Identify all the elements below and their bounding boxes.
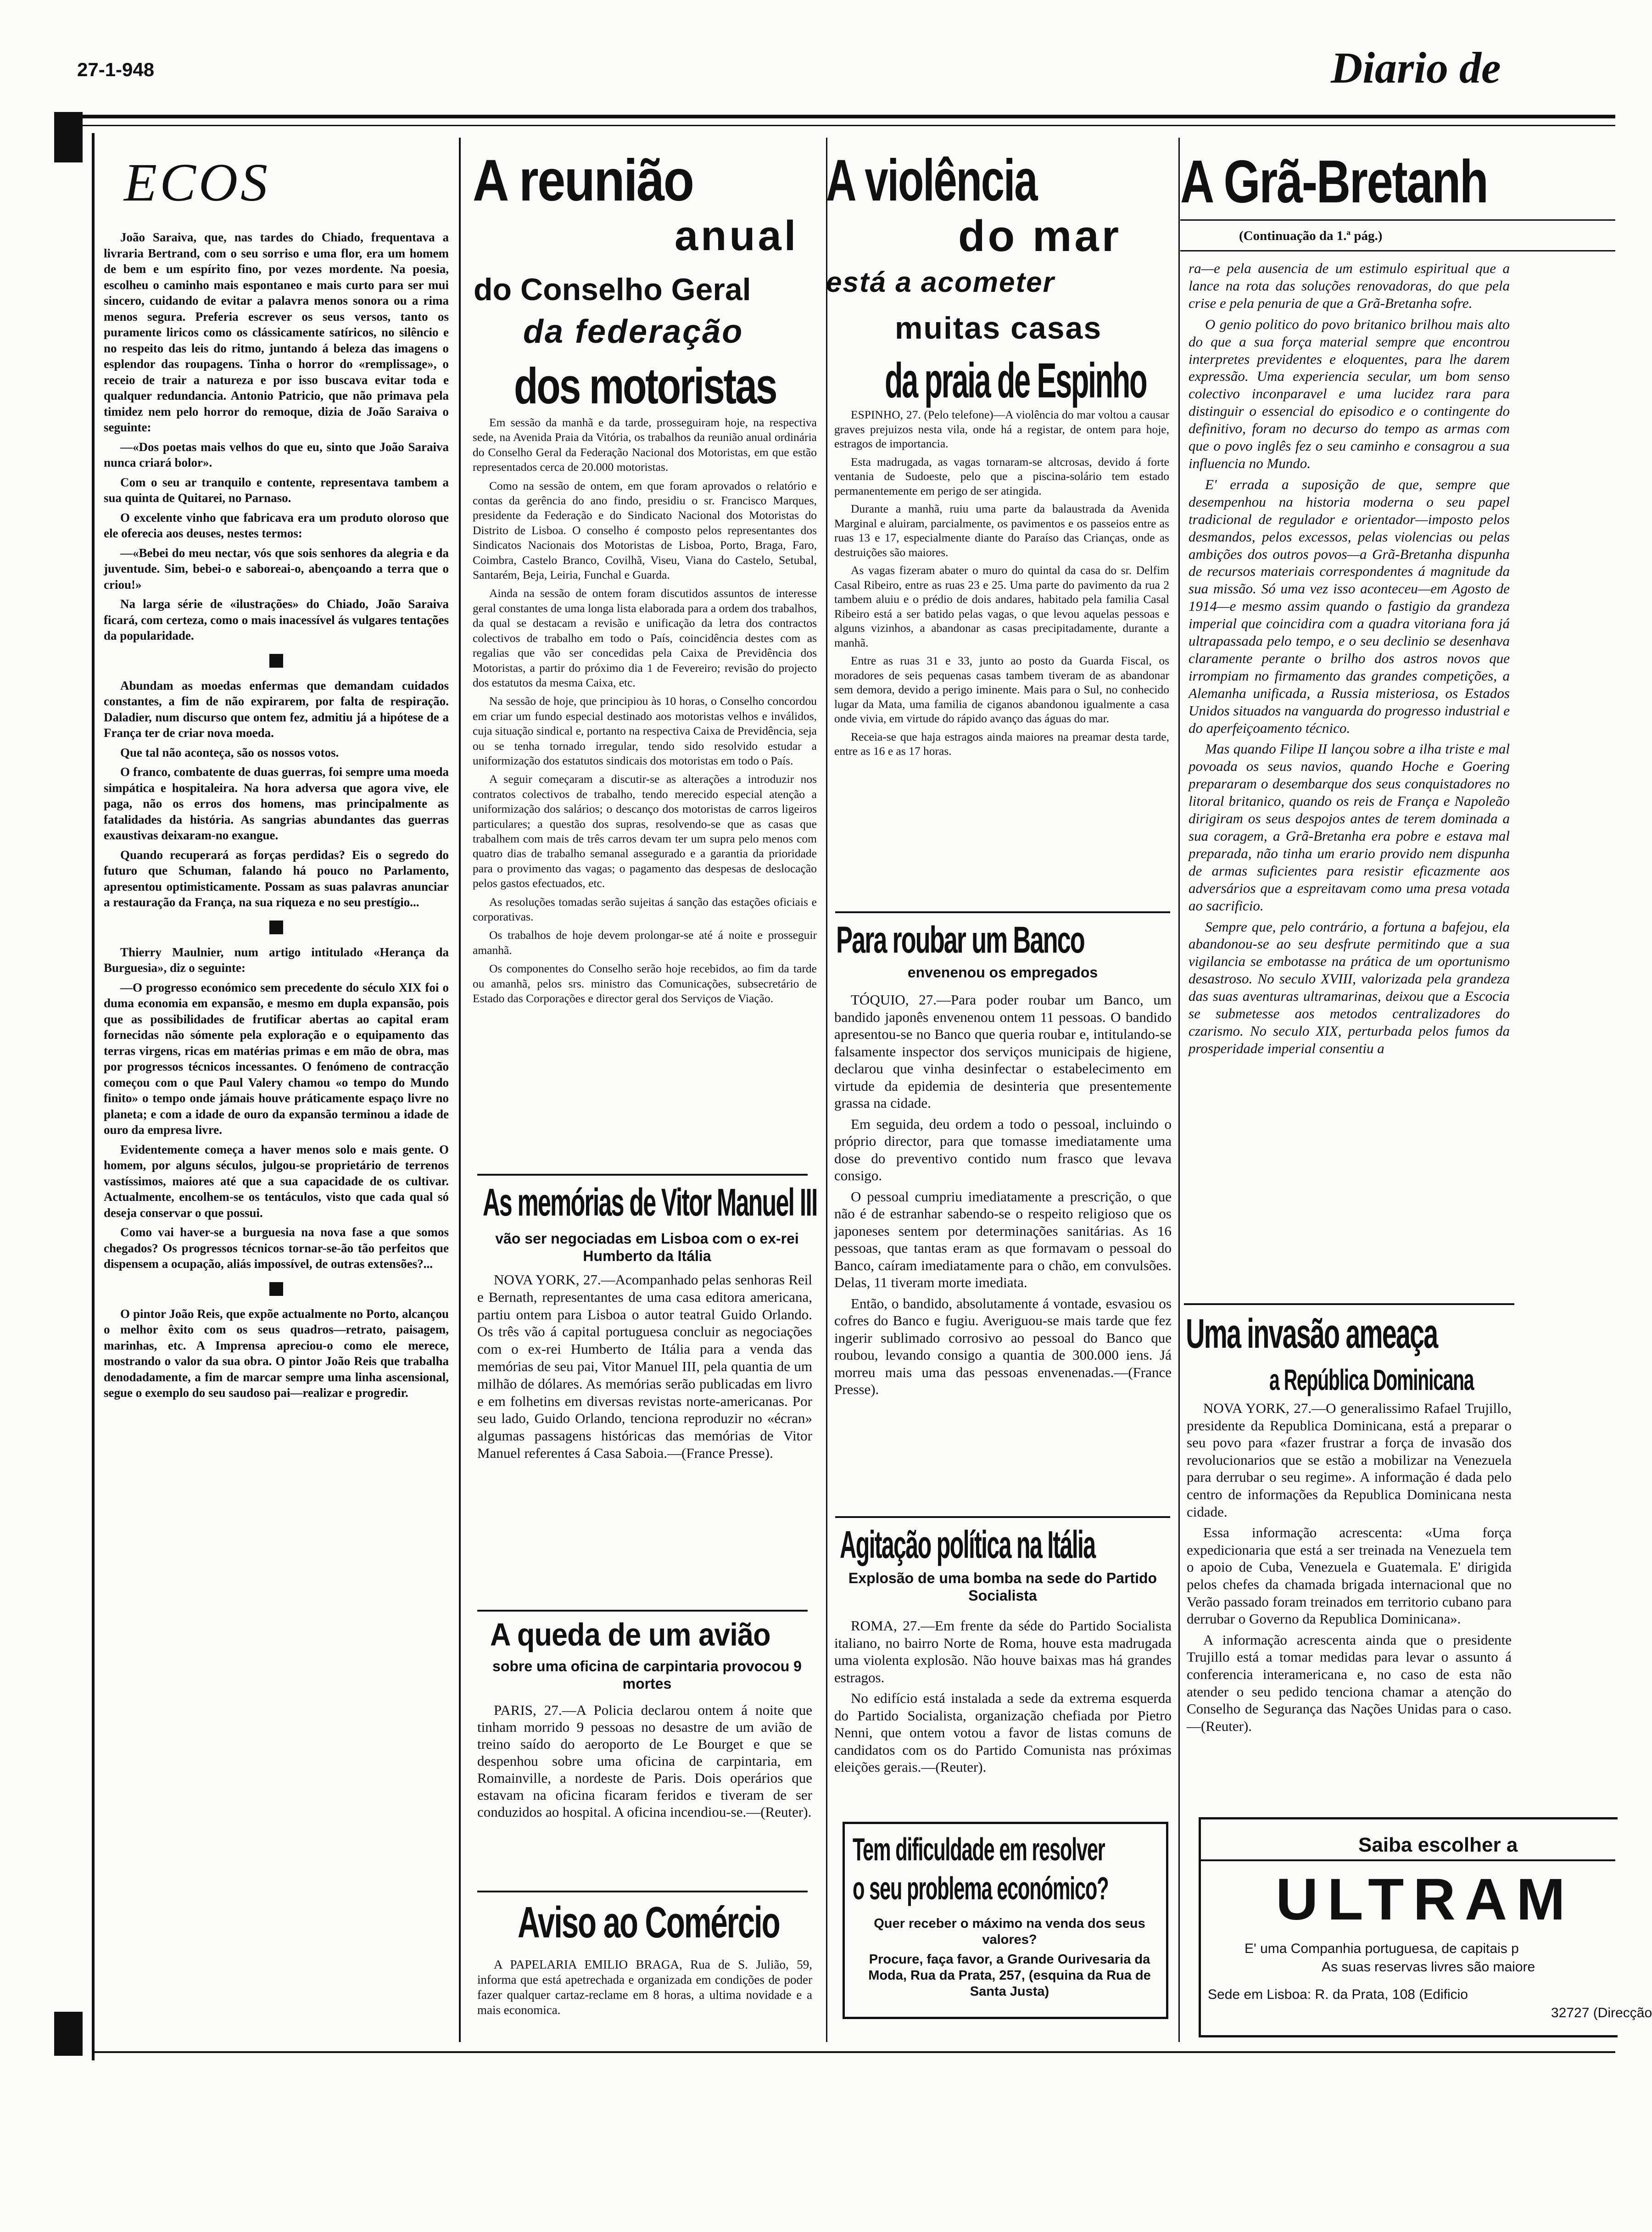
vitor-subtitle: vão ser negociadas em Lisboa com o ex-rei Humberto da Itália [495,1230,799,1264]
masthead-rule-thick [78,115,1615,118]
invasao-paragraph: NOVA YORK, 27.—O generalissimo Rafael Trujillo, presidente da Republica Dominicana, está a preparar o seu povo para «fazer frustrar a força de invasão dos revolucionarios que se estão a mobilizar na Venezuela para derrubar o seu regime». A informação é dada pelo centro de informações da Republica Dominicana nesta cidade. [1187,1400,1512,1520]
column-rule-3 [1178,138,1180,2042]
ecos-paragraph: —O progresso económico sem precedente do século XIX foi o duma economia em expansão, e mesmo em dupla expansão, pois que as possibilidades de frutificar abertas ao capital eram fornecidas não sómente pela exploração e o equipamento das terras virgens, ricas em matérias primas e em mão de obra, mas por progressos técnicos incessantes. O fenómeno de contracção começou com o que Paul Valery chamou «o tempo do Mundo finito» o tempo onde jámais houve práticamente espaço livre no planeta; e com a idade de ouro da expansão terminou a idade de ouro da empresa livre. [104,980,449,1137]
agitacao-paragraph: No edifício está instalada a sede da extrema esquerda do Partido Socialista, organização chefiada por Pietro Nenni, que ontem votou a favor de listas comuns de candidatos com os do Partido Comunista nas próximas eleições gerais.—(Reuter). [834,1690,1172,1775]
ad-ourivesaria-body [863,1916,1156,2003]
gra-continuation: (Continuação da 1.ª pág.) [1239,229,1383,243]
gra-under-rule [1180,219,1615,221]
gra-cont-rule [1180,250,1615,251]
ad-ourivesaria-line: Quer receber o máximo na venda dos seus valores? [874,1916,1145,1947]
violencia-headline-1: A violência [826,148,1037,213]
violencia-paragraph: Receia-se que haja estragos ainda maiores na preamar desta tarde, entre as 16 e as 17 horas. [834,730,1169,758]
reuniao-paragraph: Os trabalhos de hoje devem prolongar-se até á noite e prosseguir amanhã. [473,928,817,957]
separator-square [269,1282,283,1296]
gra-paragraph: E' errada a suposição de que, sempre que desempenhou na historia moderna o seu papel tradicional de regulador e orientador—imposto pelos desmandos, pelos excessos, pelas violencias ou pelas ambições dos outros povos—a Grã-Bretanha dispunha de recursos materiais correspondentes á magnitude da sua missão. Só uma vez isso aconteceu—em Agosto de 1914—e mesmo assim quando o fastigio da grandeza imperial que coincidira com a quadra vitoriana fora já ultrapassada pelo tempo, e o seu declinio se desenhava claramente perante o brilho dos astros novos que irrompiam no firmamento das grandes competições, a Alemanha unificada, a Russia misteriosa, os Estados Unidos situados na vanguarda do progresso industrial e do aperfeiçoamento técnico. [1189,476,1510,736]
ad-ourivesaria-title-2: o seu problema económico? [853,1870,1109,1906]
ecos-title: ECOS [124,152,270,212]
reuniao-paragraph: Em sessão da manhã e da tarde, prosseguiram hoje, na respectiva sede, na Avenida Praia da Vitória, os trabalhos da reunião anual ordinária do Conselho Geral da Federação Nacional dos Motoristas, em que estão representados cerca de 20.000 motoristas. [473,416,817,474]
banco-body [834,991,1172,1402]
gra-paragraph: O genio politico do povo britanico brilhou mais alto do que a sua força material sempre que encontrou interpretes previdentes e eloquentes, para lhe darem expressão. Uma experiencia secular, um bom senso colectivo inconparavel e uma lucidez rara para distinguir o essencial do episodico e o contingente do definitivo, foram no decurso do tempo as armas com que o povo inglês fez o seu caminho e consagrou a sua influencia no Mundo. [1189,316,1510,471]
ecos-paragraph: Na larga série de «ilustrações» do Chiado, João Saraiva ficará, com certeza, como o mais inacessível ás vulgares tentações da popularidade. [104,597,449,642]
violencia-paragraph: As vagas fizeram abater o muro do quintal da casa do sr. Delfim Casal Ribeiro, entre as ruas 23 e 25. Uma parte do pavimento da rua 2 tambem aluiu e o prédio de dois andares, habitado pela familia Casal Ribeiro está a ser batido pelas vagas, o que levou aquelas pessoas e alguns vizinhos, a abandonar as casas precipitadamente, durante a manhã. [834,564,1169,649]
masthead-date: 27-1-948 [77,59,155,80]
reuniao-headline-5: dos motoristas [514,358,776,414]
banco-top-rule [835,911,1170,913]
ad-ultramar-rule [1199,1859,1615,1861]
reuniao-headline-4: da federação [523,313,744,350]
separator-square [269,654,283,668]
ecos-frame-left [92,133,95,2060]
ad-ultramar-brand: ULTRAM [1276,1867,1574,1932]
ecos-paragraph: João Saraiva, que, nas tardes do Chiado, frequentava a livraria Bertrand, com o seu sorriso e uma flor, era um homem de bem e um espírito fino, por vezes mordente. Na poesia, escolheu o caminho mais espontaneo e mais curto para ser mui sincero, cuidando de evitar a palavra menos sonora ou a rima menos segura. Preferia escrever os seus versos, tanto os puramente liricos como os clássicamente satíricos, no silêncio e no respeito das leis do ritmo, juntando á beleza das imagens o esplendor das roupagens. Tinha o horror do «remplissage», o receio de trair a natureza e por isso buscava evitar toda e qualquer redundancia. Antonio Patricio, que não primava pela timidez nem pelo horror do remoque, dizia de João Saraiva o seguinte: [104,230,449,434]
ad-ultramar-line: E' uma Companhia portuguesa, de capitais p [1245,1941,1519,1956]
invasao-paragraph: Essa informação acrescenta: «Uma força expedicionaria que está a ser treinada na Venezuela tem o apoio de Cuba, Venezuela e Guatemala. E' dirigida pelos chefes da chamada brigada internacional que no Verão passado foram treinados em territorio cubano para derrubar o Governo da Republica Dominicana». [1187,1524,1512,1627]
gra-body [1189,260,1510,1061]
gra-headline: A Grã-Bretanh [1180,148,1488,215]
ecos-paragraph: Thierry Maulnier, num artigo intitulado «Herança da Burguesia», diz o seguinte: [104,945,449,975]
violencia-headline-2: do mar [958,212,1122,261]
aviao-top-rule [477,1610,808,1612]
aviso-title: Aviso ao Comércio [518,1898,780,1947]
masthead-rule-thin [78,125,1615,126]
ad-ourivesaria-line: Procure, faça favor, a Grande Ourivesaria da Moda, Rua da Prata, 257, (esquina da Rua de Santa Justa) [868,1952,1151,1999]
reuniao-headline-3: do Conselho Geral [474,272,751,307]
column-rule-1 [459,138,461,2042]
binding-mark-top [54,112,83,162]
ecos-paragraph: O franco, combatente de duas guerras, foi sempre uma moeda simpática e hospitaleira. Na hora adversa que agora vive, ele paga, não os erros dos homens, mas principalmente as fatalidades da história. As sangrias abundantes das guerras exaustivas deixaram-no exangue. [104,765,449,842]
invasao-title: Uma invasão ameaça [1186,1311,1438,1357]
ecos-paragraph: Abundam as moedas enfermas que demandam cuidados constantes, a fim de não expirarem, por falta de respiração. Daladier, num discurso que ontem fez, admitiu já a hipótese de a França ter de criar nova moeda. [104,678,449,740]
masthead-title: Diario de [1331,43,1501,92]
violencia-paragraph: Entre as ruas 31 e 33, junto ao posto da Guarda Fiscal, os moradores de seis pequenas casas tambem tiveram de as abandonar sem demora, devido a perigo iminente. Mais para o Sul, no conhecido lugar da Mata, uma familia de ciganos abandonou igualmente a casa onde vivia, em virtude do rápido avanço das águas do mar. [834,654,1169,725]
agitacao-body [834,1617,1172,1780]
reuniao-paragraph: Como na sessão de ontem, em que foram aprovados o relatório e contas da gerência do ano findo, presidiu o sr. Francisco Marques, presidente da Federação e do Sindicato Nacional dos Motoristas do Distrito de Lisboa. O conselho é composto pelos representantes dos Sindicatos Nacionais dos Motoristas de Lisboa, Porto, Braga, Faro, Coimbra, Castelo Branco, Covilhã, Viseu, Viana do Castelo, Setubal, Santarém, Beja, Leiria, Funchal e Guarda. [473,479,817,582]
vitor-top-rule [477,1174,808,1176]
violencia-headline-5: da praia de Espinho [885,352,1147,408]
ad-ultramar-line: As suas reservas livres são maiore [1322,1959,1535,1975]
agitacao-paragraph: ROMA, 27.—Em frente da séde do Partido Socialista italiano, no bairro Norte de Roma, houve esta madrugada uma violenta explosão. Não houve baixas mas há grandes estragos. [834,1618,1172,1685]
column-rule-2 [826,138,827,2042]
ad-ultramar-line: Sede em Lisboa: R. da Prata, 108 (Edificio [1208,1987,1468,2002]
aviso-body [477,1957,812,2021]
ad-ultramar-title: Saiba escolher a [1358,1834,1518,1856]
reuniao-headline-1: A reunião [473,148,693,213]
banco-paragraph: Em seguida, deu ordem a todo o pessoal, incluindo o próprio director, para que tomasse imediatamente uma dose do preventivo contido num frasco que levava consigo. [834,1116,1172,1183]
ecos-body [104,229,449,1405]
ecos-paragraph: —«Bebei do meu nectar, vós que sois senhores da alegria e da juventude. Sim, bebei-o e saboreai-o, abençoando a terra que o criou!» [104,546,449,591]
ecos-paragraph: Como vai haver-se a burguesia na nova fase a que somos chegados? Os progressos técnicos tornar-se-ão tão perfeitos que dispensem a ocupação, aliás impossível, de outras extensões?... [104,1225,449,1271]
agitacao-top-rule [835,1516,1170,1518]
reuniao-headline-2: anual [675,212,799,259]
invasao-top-rule [1184,1303,1514,1305]
aviao-body [477,1702,812,1824]
ecos-paragraph: O pintor João Reis, que expõe actualmente no Porto, alcançou o melhor êxito com os seus quadros—retrato, paisagem, marinhas, etc. A Imprensa apreciou-o como ele merece, mostrando o valor da sua obra. O pintor João Reis que trabalha denodadamente, a fim de marcar sempre uma linha ascensional, segue o exemplo do seu saudoso pai—realizar e progredir. [104,1306,449,1400]
reuniao-paragraph: As resoluções tomadas serão sujeitas á sanção das estações oficiais e corporativas. [473,895,817,923]
ecos-paragraph: Com o seu ar tranquilo e contente, representava tambem a sua quinta de Quitarei, no Parnaso. [104,475,449,505]
aviao-paragraph: PARIS, 27.—A Policia declarou ontem á noite que tinham morrido 9 pessoas no desastre de um avião de treino saído do aeroporto de Le Bourget e que se despenhou sobre uma oficina de carpintaria, em Romainville, a nordeste de Paris. Dois operários que estavam na oficina ficaram feridos e tiveram de ser conduzidos ao hospital. A oficina incendiou-se.—(Reuter). [477,1702,812,1820]
violencia-paragraph: ESPINHO, 27. (Pelo telefone)—A violência do mar voltou a causar graves prejuizos nesta vila, onde há a registar, de ontem para hoje, estragos de importancia. [834,408,1169,450]
reuniao-body [473,415,817,1010]
aviao-subtitle: sobre uma oficina de carpintaria provocou 9 mortes [492,1658,802,1692]
ecos-paragraph: Evidentemente começa a haver menos solo e mais gente. O homem, por alguns séculos, julgou-se proprietário de terrenos vastíssimos, maiores até que a sua capacidade de os cultivar. Actualmente, encolhem-se os tentáculos, visto que cada qual só deseja conservar o que possui. [104,1142,449,1220]
binding-mark-bottom [54,2012,83,2056]
page-bottom-rule [92,2051,1615,2053]
vitor-body [477,1271,812,1466]
ecos-paragraph: Que tal não aconteça, são os nossos votos. [120,745,339,759]
aviao-title: A queda de um avião [490,1617,770,1652]
gra-paragraph: ra—e pela ausencia de um estimulo espiritual que a lance na rota das soluções renovadoras, do que pela crise e pela penuria de que a Grã-Bretanha sofre. [1189,260,1510,311]
agitacao-title: Agitação política na Itália [840,1523,1095,1566]
banco-paragraph: Então, o bandido, absolutamente á vontade, esvasiou os cofres do Banco e fugiu. Averiguou-se mais tarde que fez ingerir sublimado corrosivo ao pessoal do Banco que roubou, levando consigo a quantia de 300.000 iens. Já morreu mais uma das pessoas envenenadas.—(France Presse). [834,1295,1172,1397]
banco-paragraph: TÓQUIO, 27.—Para poder roubar um Banco, um bandido japonês envenenou ontem 11 pessoas. O bandido apresentou-se no Banco que queria roubar e, intitulando-se falsamente inspector dos serviços municipais de higiene, declarou que vinha desinfectar o estabelecimento em virtude da epidemia de desinteria que presentemente grassa na cidade. [834,992,1172,1111]
invasao-paragraph: A informação acrescenta ainda que o presidente Trujillo está a tomar medidas para levar o assunto á conferencia interamericana e, no caso de esta não atender o seu pedido tenciona chamar a atenção do Conselho de Segurança das Nações Unidas para o caso.—(Reuter). [1187,1631,1512,1734]
reuniao-paragraph: Ainda na sessão de ontem foram discutidos assuntos de interesse geral constantes de uma longa lista elaborada para a ordem dos trabalhos, da qual se destacam a revisão e unificação da letra dos contractos colectivos de trabalho em todo o País, coincidência destes com as regalias que vão ser concedidas pela Caixa de Previdência dos Motoristas, a partir do próximo dia 1 de Fevereiro; revisão do projecto dos estatutos da mesma Caixa, etc. [473,586,817,689]
violencia-paragraph: Esta madrugada, as vagas tornaram-se altcrosas, devido á forte ventania de Sudoeste, pelo que a piscina-solário tem estado permanentemente em perigo de ser atingida. [834,455,1169,497]
ecos-paragraph: O excelente vinho que fabricava era um produto oloroso que ele oferecia aos deuses, nestes termos: [104,510,449,540]
reuniao-paragraph: A seguir começaram a discutir-se as alterações a introduzir nos contratos colectivos de trabalho, tendo merecido especial atenção a uniformização dos salários; o descanço dos motoristas de carros ligeiros particulares; a questão dos supras, resolvendo-se que as casas que trabalhem com mais de três carros devam ter um supra pelo menos com quatro dias de trabalho semanal assegurado e a garantia da prioridade para o provimento das vagas; o pagamento das despesas de deslocação pelos gastos efectuados, etc. [473,772,817,890]
separator-square [269,921,283,934]
violencia-body [834,407,1169,762]
gra-paragraph: Sempre que, pelo contrário, a fortuna a bafejou, ela abandonou-se ao seu desfrute permitindo que a sua vigilancia se embotasse na prática de um oportunismo desastroso. No seculo XVIII, valorizada pela grandeza das suas aventuras ultramarinas, deixou que a Escocia se submetesse aos metodos centralizadores do czarismo. No seculo XIX, perturbada pelos fumos da prosperidade imperial consentiu a [1189,918,1510,1056]
violencia-paragraph: Durante a manhã, ruiu uma parte da balaustrada da Avenida Marginal e aluiram, parcialmente, os pavimentos e os passeios entre as ruas 13 e 17, especialmente diante do Paraíso das Crianças, onde as destruições são maiores. [834,502,1169,559]
invasao-subtitle: a República Dominicana [1269,1363,1474,1396]
gra-paragraph: Mas quando Filipe II lançou sobre a ilha triste e mal povoada os seus navios, quando Hoche e Goering prepararam o desembarque dos seus conquistadores no litoral britanico, quando os reis de França e Napoleão dirigiram os seus despojos antes de terem dominada a sua coragem, a Grã-Bretanha era pobre e estava mal preparada, não tinha um erario provido nem dispunha de armas suficientes para resistir eficazmente aos adversários que a espreitavam como uma presa votada ao sacrificio. [1189,741,1510,914]
vitor-title: As memórias de Vitor Manuel III [483,1181,817,1224]
violencia-headline-4: muitas casas [895,311,1102,346]
violencia-headline-3: está a acometer [826,267,1055,298]
vitor-paragraph: NOVA YORK, 27.—Acompanhado pelas senhoras Reil e Bernath, representantes de uma casa editora americana, partiu ontem para Lisboa o autor teatral Guido Orlando. Os três vão á capital portuguesa concluir as negociações com o ex-rei Humberto de Itália para a venda das memórias de seu pai, Vitor Manuel III, pela quantia de um milhão de dólares. As memórias serão publicadas em livro e em folhetins em diversas revistas norte-americanas. Por seu lado, Guido Orlando, tenciona reproduzir no «écran» algumas passagens históricas das memórias de Vitor Manuel referentes á Casa Saboia.—(France Presse). [477,1272,812,1461]
banco-paragraph: O pessoal cumpriu imediatamente a prescrição, o que não é de estranhar sabendo-se o respeito religioso que os japoneses sentem por determinações sanitárias. As 16 pessoas, que tantas eram as que formavam o pessoal do Banco, caíram imediatamente para o chão, em convulsões. Delas, 11 tiveram morte imediata. [834,1188,1172,1290]
invasao-body [1187,1400,1512,1738]
ad-ultramar-line: 32727 (Direcção [1551,2005,1652,2020]
ad-ourivesaria-title-1: Tem dificuldade em resolver [853,1831,1105,1867]
reuniao-paragraph: Os componentes do Conselho serão hoje recebidos, ao fim da tarde ou amanhã, pelos srs. ministro das Comunicações, subsecretário de Estado das Corporações e director geral dos Serviços de Viação. [473,962,817,1005]
aviso-top-rule [477,1891,808,1892]
banco-subtitle: envenenou os empregados [907,964,1098,981]
banco-title: Para roubar um Banco [836,919,1084,961]
ecos-paragraph: Quando recuperará as forças perdidas? Eis o segredo do futuro que Schuman, falando há pouco no Parlamento, apresentou optimisticamente. Possam as suas palavras anunciar a restauração da França, na sua riqueza e no seu prestígio... [104,848,449,909]
reuniao-paragraph: Na sessão de hoje, que principiou às 10 horas, o Conselho concordou em criar um fundo especial destinado aos motoristas velhos e inválidos, cuja situação sindical e, portanto na respectiva Caixa de Previdência, seja ou se tenha tornado irregular, tendo sido resolvido estudar a uniformização dos estatutos sindicais dos motoristas em todo o País. [473,694,817,767]
ecos-paragraph: —«Dos poetas mais velhos do que eu, sinto que João Saraiva nunca criará bolor». [104,440,449,469]
agitacao-subtitle: Explosão de uma bomba na sede do Partido Socialista [848,1570,1157,1604]
aviso-paragraph: A PAPELARIA EMILIO BRAGA, Rua de S. Julião, 59, informa que está apetrechada e organizada em condições de poder fazer qualquer cartaz-reclame em 8 horas, a ultima novidade e a mais economica. [477,1958,812,2017]
